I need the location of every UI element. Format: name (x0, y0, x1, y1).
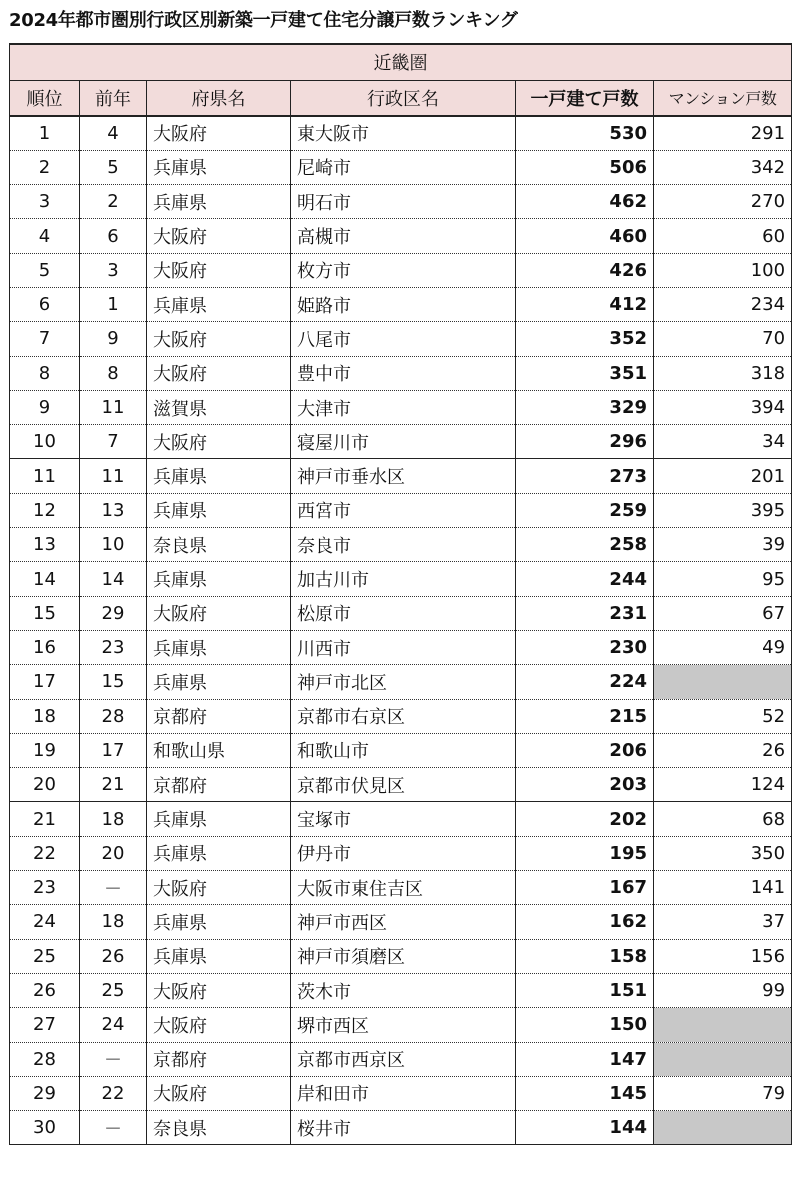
cell-prev-year: － (80, 1111, 147, 1145)
cell-houses: 296 (516, 425, 654, 459)
cell-prev-year: 18 (80, 905, 147, 939)
table-row (10, 287, 792, 321)
cell-condos (654, 1008, 792, 1042)
cell-prefecture: 兵庫県 (147, 493, 291, 527)
cell-houses: 230 (516, 630, 654, 664)
cell-prev-year: 29 (80, 596, 147, 630)
cell-houses: 462 (516, 185, 654, 219)
cell-houses: 195 (516, 836, 654, 870)
cell-municipality: 京都市西京区 (291, 1042, 516, 1076)
col-header-houses: 一戸建て戸数 (516, 80, 654, 116)
cell-rank: 14 (10, 562, 80, 596)
cell-prev-year: 25 (80, 973, 147, 1007)
table-row (10, 699, 792, 733)
cell-houses: 151 (516, 973, 654, 1007)
cell-houses: 215 (516, 699, 654, 733)
cell-rank: 30 (10, 1111, 80, 1145)
cell-condos: 350 (654, 836, 792, 870)
cell-municipality: 松原市 (291, 596, 516, 630)
cell-rank: 24 (10, 905, 80, 939)
table-row (10, 116, 792, 150)
cell-houses: 150 (516, 1008, 654, 1042)
cell-municipality: 川西市 (291, 630, 516, 664)
cell-rank: 10 (10, 425, 80, 459)
cell-condos: 291 (654, 116, 792, 150)
cell-municipality: 豊中市 (291, 356, 516, 390)
cell-condos: 141 (654, 871, 792, 905)
cell-rank: 11 (10, 459, 80, 493)
cell-prev-year: 11 (80, 390, 147, 424)
cell-prev-year: 18 (80, 802, 147, 836)
cell-municipality: 加古川市 (291, 562, 516, 596)
cell-houses: 158 (516, 939, 654, 973)
table-row (10, 253, 792, 287)
cell-houses: 258 (516, 528, 654, 562)
table-row (10, 1008, 792, 1042)
cell-rank: 8 (10, 356, 80, 390)
cell-houses: 167 (516, 871, 654, 905)
table-row (10, 802, 792, 836)
cell-prev-year: 17 (80, 733, 147, 767)
cell-prefecture: 兵庫県 (147, 630, 291, 664)
cell-prev-year: 5 (80, 150, 147, 184)
cell-prev-year: 24 (80, 1008, 147, 1042)
cell-rank: 18 (10, 699, 80, 733)
cell-rank: 23 (10, 871, 80, 905)
ranking-table (9, 43, 792, 1145)
table-row (10, 562, 792, 596)
col-header-prev-year: 前年 (80, 80, 147, 116)
cell-houses: 202 (516, 802, 654, 836)
table-row (10, 219, 792, 253)
cell-condos: 270 (654, 185, 792, 219)
cell-rank: 12 (10, 493, 80, 527)
cell-rank: 13 (10, 528, 80, 562)
table-row (10, 1076, 792, 1110)
cell-rank: 26 (10, 973, 80, 1007)
cell-prev-year: 2 (80, 185, 147, 219)
cell-rank: 5 (10, 253, 80, 287)
cell-municipality: 大阪市東住吉区 (291, 871, 516, 905)
cell-condos: 395 (654, 493, 792, 527)
cell-houses: 530 (516, 116, 654, 150)
cell-prev-year: － (80, 1042, 147, 1076)
cell-rank: 17 (10, 665, 80, 699)
cell-municipality: 明石市 (291, 185, 516, 219)
cell-condos: 37 (654, 905, 792, 939)
table-row (10, 905, 792, 939)
table-row (10, 322, 792, 356)
cell-prev-year: 15 (80, 665, 147, 699)
cell-municipality: 尼崎市 (291, 150, 516, 184)
cell-municipality: 堺市西区 (291, 1008, 516, 1042)
col-header-condos: マンション戸数 (654, 80, 792, 116)
cell-prev-year: 28 (80, 699, 147, 733)
cell-prefecture: 大阪府 (147, 219, 291, 253)
cell-prefecture: 兵庫県 (147, 665, 291, 699)
cell-houses: 329 (516, 390, 654, 424)
cell-prefecture: 兵庫県 (147, 836, 291, 870)
cell-prev-year: 13 (80, 493, 147, 527)
cell-municipality: 東大阪市 (291, 116, 516, 150)
cell-municipality: 高槻市 (291, 219, 516, 253)
cell-rank: 22 (10, 836, 80, 870)
cell-condos: 99 (654, 973, 792, 1007)
cell-rank: 9 (10, 390, 80, 424)
table-row (10, 493, 792, 527)
cell-houses: 506 (516, 150, 654, 184)
cell-municipality: 八尾市 (291, 322, 516, 356)
table-row (10, 768, 792, 802)
cell-rank: 21 (10, 802, 80, 836)
cell-prev-year: － (80, 871, 147, 905)
col-header-prefecture: 府県名 (147, 80, 291, 116)
cell-rank: 20 (10, 768, 80, 802)
cell-houses: 206 (516, 733, 654, 767)
cell-houses: 273 (516, 459, 654, 493)
cell-rank: 7 (10, 322, 80, 356)
cell-rank: 27 (10, 1008, 80, 1042)
cell-rank: 19 (10, 733, 80, 767)
cell-prefecture: 大阪府 (147, 596, 291, 630)
cell-prefecture: 兵庫県 (147, 287, 291, 321)
table-row (10, 356, 792, 390)
cell-prev-year: 14 (80, 562, 147, 596)
cell-prev-year: 4 (80, 116, 147, 150)
table-row (10, 390, 792, 424)
cell-prefecture: 大阪府 (147, 116, 291, 150)
cell-houses: 352 (516, 322, 654, 356)
table-row (10, 459, 792, 493)
cell-prefecture: 奈良県 (147, 528, 291, 562)
cell-prefecture: 京都府 (147, 699, 291, 733)
cell-municipality: 神戸市垂水区 (291, 459, 516, 493)
cell-municipality: 枚方市 (291, 253, 516, 287)
cell-municipality: 宝塚市 (291, 802, 516, 836)
cell-houses: 244 (516, 562, 654, 596)
cell-condos: 124 (654, 768, 792, 802)
cell-condos: 318 (654, 356, 792, 390)
table-row (10, 528, 792, 562)
page-title: 2024年都市圏別行政区別新築一戸建て住宅分譲戸数ランキング (9, 10, 518, 31)
cell-condos: 39 (654, 528, 792, 562)
cell-prev-year: 9 (80, 322, 147, 356)
cell-prev-year: 23 (80, 630, 147, 664)
cell-rank: 1 (10, 116, 80, 150)
cell-prefecture: 大阪府 (147, 1076, 291, 1110)
table-row (10, 630, 792, 664)
cell-prefecture: 兵庫県 (147, 459, 291, 493)
cell-prefecture: 大阪府 (147, 356, 291, 390)
cell-condos: 79 (654, 1076, 792, 1110)
cell-prefecture: 滋賀県 (147, 390, 291, 424)
cell-municipality: 神戸市北区 (291, 665, 516, 699)
cell-condos (654, 1042, 792, 1076)
cell-prefecture: 兵庫県 (147, 802, 291, 836)
cell-prefecture: 大阪府 (147, 322, 291, 356)
cell-condos (654, 1111, 792, 1145)
table-row (10, 596, 792, 630)
cell-prev-year: 26 (80, 939, 147, 973)
table-row (10, 733, 792, 767)
cell-rank: 25 (10, 939, 80, 973)
cell-prev-year: 22 (80, 1076, 147, 1110)
table-row (10, 185, 792, 219)
cell-prev-year: 11 (80, 459, 147, 493)
cell-prefecture: 兵庫県 (147, 939, 291, 973)
cell-rank: 4 (10, 219, 80, 253)
cell-rank: 2 (10, 150, 80, 184)
table-row (10, 1042, 792, 1076)
cell-prev-year: 7 (80, 425, 147, 459)
cell-condos: 100 (654, 253, 792, 287)
cell-prefecture: 大阪府 (147, 1008, 291, 1042)
cell-prev-year: 20 (80, 836, 147, 870)
cell-prefecture: 大阪府 (147, 871, 291, 905)
cell-prefecture: 和歌山県 (147, 733, 291, 767)
cell-prev-year: 10 (80, 528, 147, 562)
cell-prefecture: 兵庫県 (147, 562, 291, 596)
cell-houses: 224 (516, 665, 654, 699)
table-body (10, 116, 792, 1145)
table-row (10, 939, 792, 973)
cell-houses: 145 (516, 1076, 654, 1110)
cell-prev-year: 3 (80, 253, 147, 287)
table-row (10, 425, 792, 459)
cell-condos: 52 (654, 699, 792, 733)
cell-houses: 231 (516, 596, 654, 630)
cell-municipality: 桜井市 (291, 1111, 516, 1145)
cell-prefecture: 兵庫県 (147, 905, 291, 939)
cell-prefecture: 大阪府 (147, 425, 291, 459)
cell-prefecture: 大阪府 (147, 973, 291, 1007)
cell-municipality: 岸和田市 (291, 1076, 516, 1110)
cell-condos: 342 (654, 150, 792, 184)
cell-condos: 70 (654, 322, 792, 356)
cell-prefecture: 京都府 (147, 1042, 291, 1076)
cell-prev-year: 21 (80, 768, 147, 802)
region-header: 近畿圏 (10, 44, 792, 80)
table-row (10, 665, 792, 699)
cell-condos: 34 (654, 425, 792, 459)
cell-rank: 28 (10, 1042, 80, 1076)
cell-houses: 412 (516, 287, 654, 321)
cell-rank: 15 (10, 596, 80, 630)
cell-prefecture: 京都府 (147, 768, 291, 802)
cell-municipality: 神戸市西区 (291, 905, 516, 939)
cell-municipality: 京都市右京区 (291, 699, 516, 733)
cell-prefecture: 大阪府 (147, 253, 291, 287)
cell-condos: 95 (654, 562, 792, 596)
col-header-rank: 順位 (10, 80, 80, 116)
cell-municipality: 和歌山市 (291, 733, 516, 767)
cell-rank: 3 (10, 185, 80, 219)
cell-condos: 67 (654, 596, 792, 630)
cell-rank: 6 (10, 287, 80, 321)
cell-condos: 26 (654, 733, 792, 767)
table-row (10, 150, 792, 184)
cell-condos (654, 665, 792, 699)
cell-prefecture: 兵庫県 (147, 150, 291, 184)
cell-municipality: 京都市伏見区 (291, 768, 516, 802)
cell-houses: 144 (516, 1111, 654, 1145)
cell-condos: 156 (654, 939, 792, 973)
cell-rank: 16 (10, 630, 80, 664)
cell-prev-year: 8 (80, 356, 147, 390)
cell-condos: 60 (654, 219, 792, 253)
cell-municipality: 寝屋川市 (291, 425, 516, 459)
table-row (10, 871, 792, 905)
cell-houses: 259 (516, 493, 654, 527)
table-row (10, 1111, 792, 1145)
cell-municipality: 西宮市 (291, 493, 516, 527)
cell-prefecture: 兵庫県 (147, 185, 291, 219)
cell-rank: 29 (10, 1076, 80, 1110)
cell-houses: 351 (516, 356, 654, 390)
cell-municipality: 姫路市 (291, 287, 516, 321)
cell-condos: 234 (654, 287, 792, 321)
cell-houses: 460 (516, 219, 654, 253)
cell-condos: 49 (654, 630, 792, 664)
cell-houses: 162 (516, 905, 654, 939)
cell-municipality: 伊丹市 (291, 836, 516, 870)
cell-prev-year: 1 (80, 287, 147, 321)
cell-condos: 201 (654, 459, 792, 493)
table-row (10, 973, 792, 1007)
cell-houses: 147 (516, 1042, 654, 1076)
cell-municipality: 大津市 (291, 390, 516, 424)
cell-municipality: 茨木市 (291, 973, 516, 1007)
table-row (10, 836, 792, 870)
cell-municipality: 奈良市 (291, 528, 516, 562)
cell-houses: 203 (516, 768, 654, 802)
col-header-municipality: 行政区名 (291, 80, 516, 116)
cell-condos: 68 (654, 802, 792, 836)
cell-prefecture: 奈良県 (147, 1111, 291, 1145)
cell-houses: 426 (516, 253, 654, 287)
cell-condos: 394 (654, 390, 792, 424)
cell-municipality: 神戸市須磨区 (291, 939, 516, 973)
cell-prev-year: 6 (80, 219, 147, 253)
